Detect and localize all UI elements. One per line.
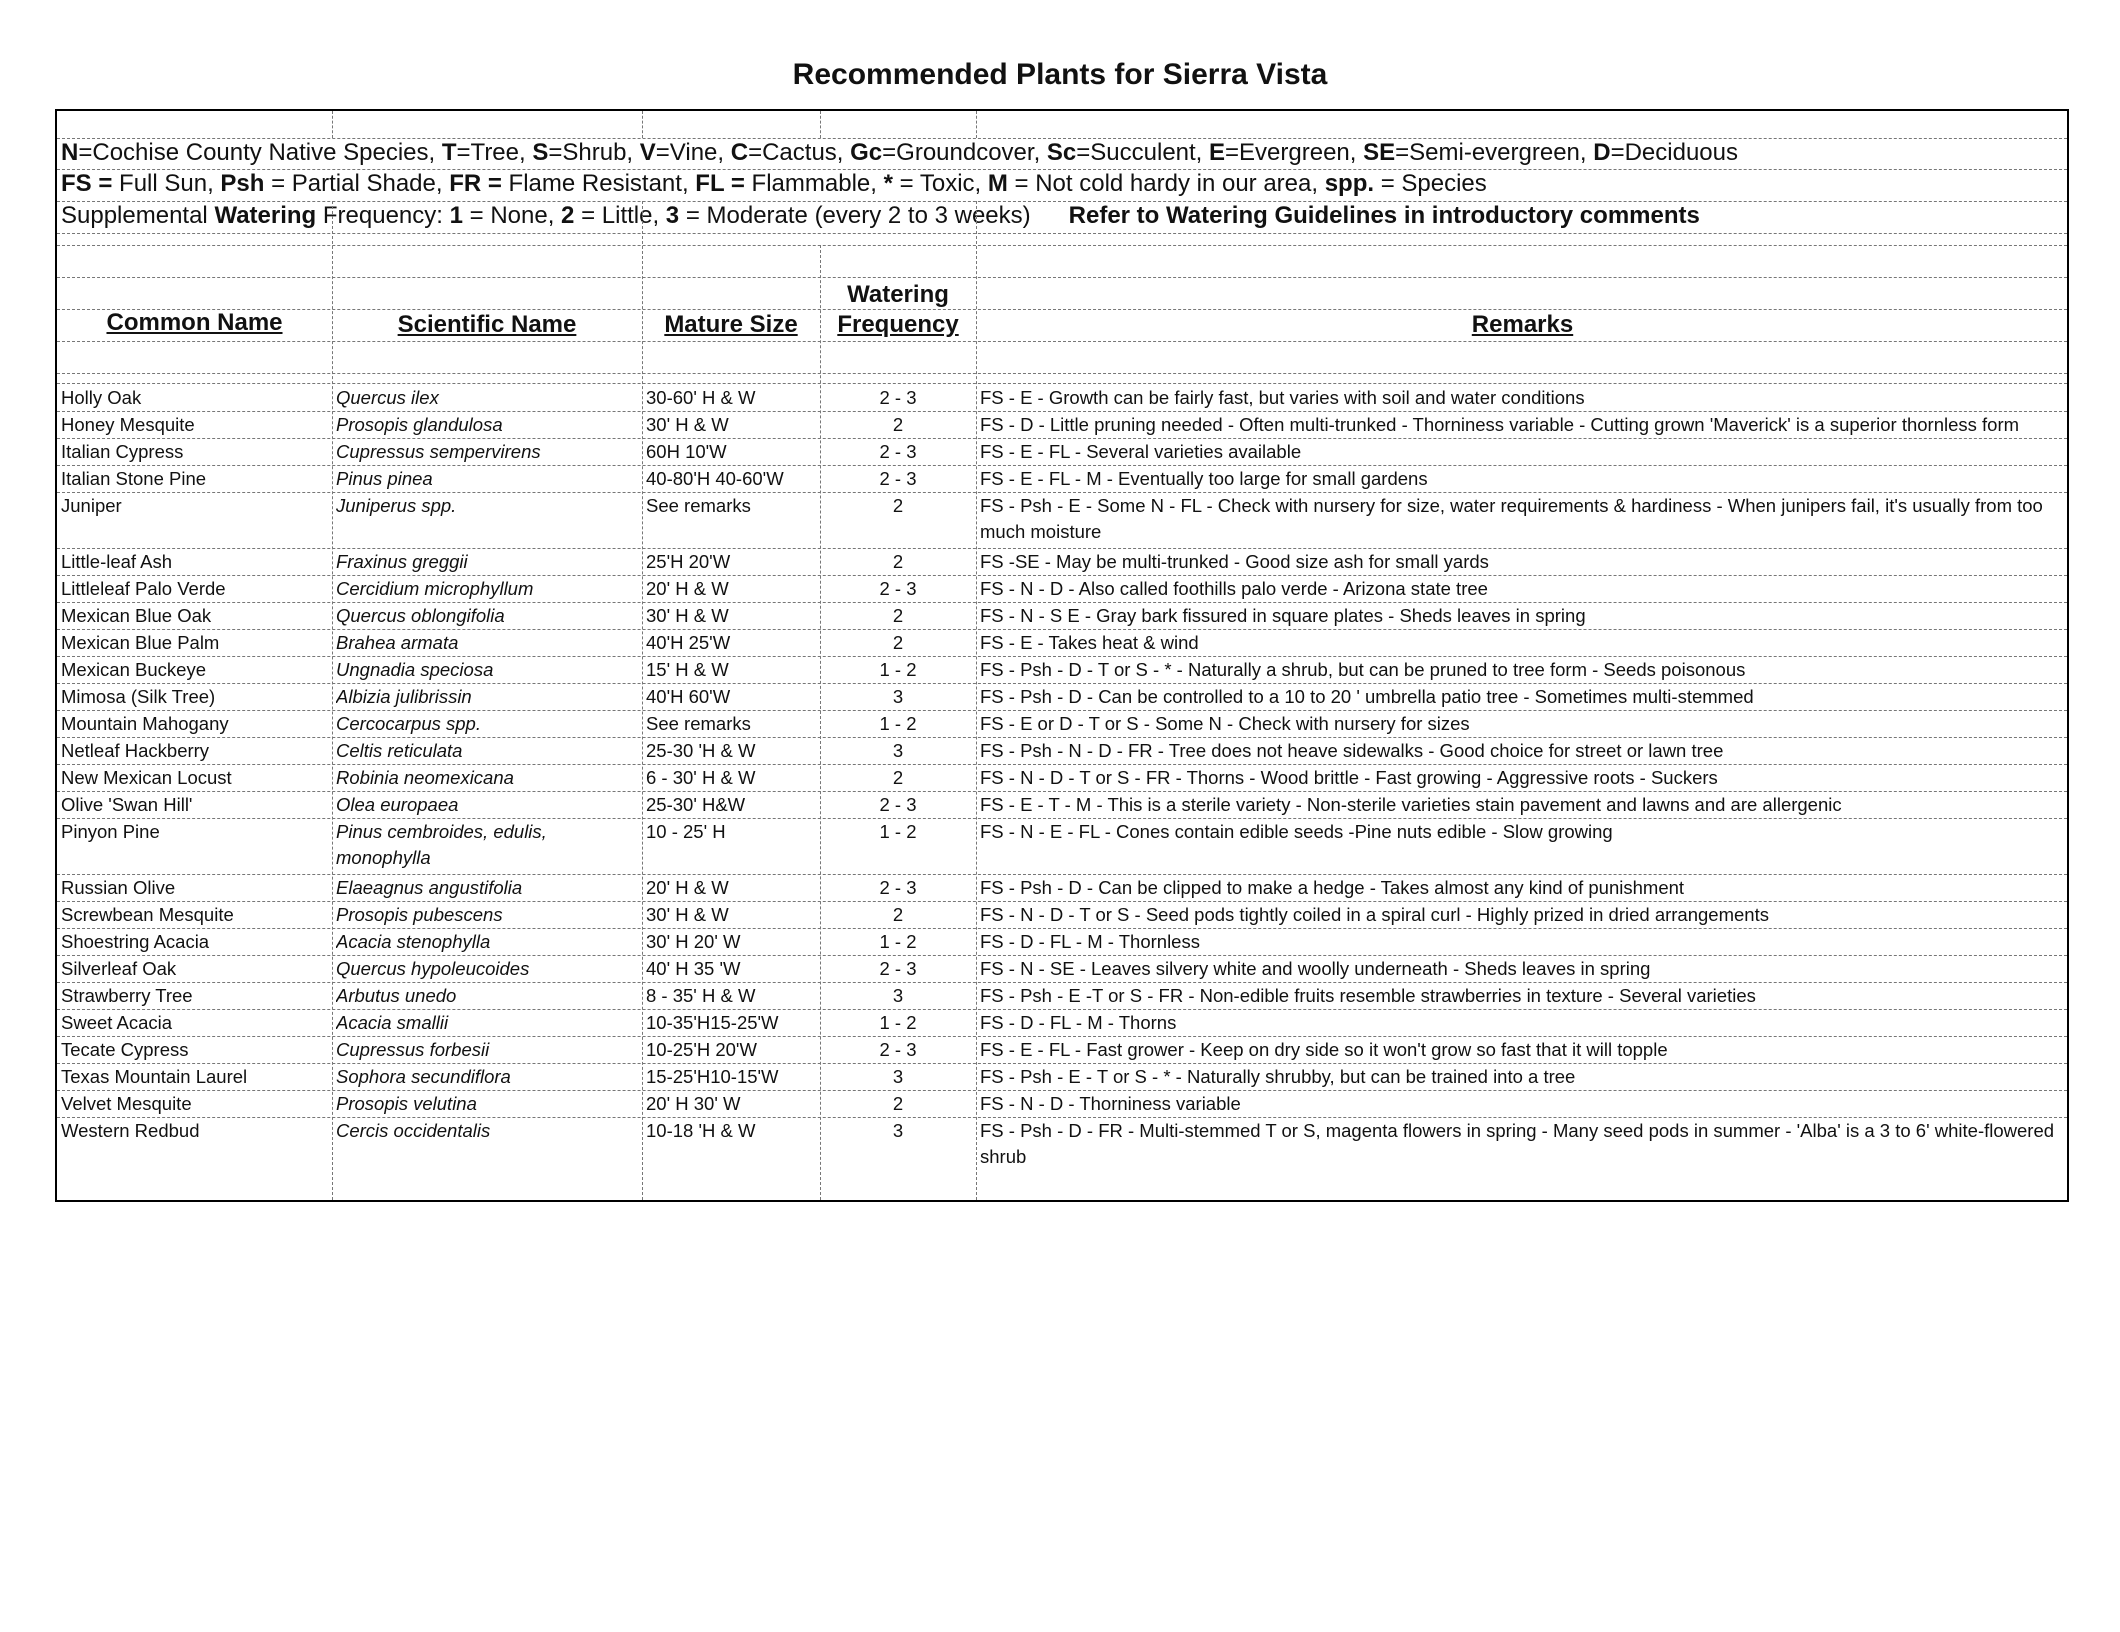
legend-plant-types (61, 138, 1738, 168)
cell-size: 10-35'H15-25'W (646, 1012, 779, 1033)
cell-remarks: FS - D - FL - M - Thorns (980, 1012, 1177, 1033)
cell-remarks: FS - N - D - T or S - Seed pods tightly coiled in a spiral curl - Highly prized in dried arrangements (980, 904, 1769, 925)
row-divider (57, 928, 2067, 929)
cell-scientific: Cupressus forbesii (336, 1039, 490, 1060)
grid-line (57, 309, 2067, 310)
cell-common: Mountain Mahogany (61, 713, 229, 734)
legend-code: spp. (1324, 170, 1375, 197)
legend-text: =Semi-evergreen, (1395, 139, 1594, 166)
cell-scientific: Sophora secundiflora (336, 1066, 511, 1087)
header-mature-size: Mature Size (664, 311, 798, 338)
row-divider (57, 901, 2067, 902)
cell-common: Velvet Mesquite (61, 1093, 192, 1114)
cell-water: 1 - 2 (879, 821, 917, 842)
cell-remarks: FS - N - S E - Gray bark fissured in square plates - Sheds leaves in spring (980, 605, 1586, 626)
cell-remarks: FS - D - Little pruning needed - Often multi-trunked - Thorniness variable - Cutting grown 'Maverick' is a superior thornless form (980, 414, 2020, 435)
legend-text: = Partial Shade, (264, 170, 450, 197)
cell-size: See remarks (646, 713, 751, 734)
cell-size: 6 - 30' H & W (646, 767, 756, 788)
cell-remarks: FS - Psh - D - Can be controlled to a 10 to 20 ' umbrella patio tree - Sometimes multi-stemmed (980, 686, 1754, 707)
cell-water: 1 - 2 (879, 713, 917, 734)
cell-water: 2 - 3 (879, 387, 917, 408)
row-divider (57, 764, 2067, 765)
column-divider (642, 201, 643, 1200)
legend-code: V (639, 139, 656, 166)
cell-size: 10-25'H 20'W (646, 1039, 757, 1060)
cell-size: 30' H & W (646, 904, 729, 925)
row-divider (57, 874, 2067, 875)
cell-scientific: Quercus oblongifolia (336, 605, 505, 626)
cell-scientific: Albizia julibrissin (336, 686, 472, 707)
cell-size: 30' H & W (646, 414, 729, 435)
cell-size: 30-60' H & W (646, 387, 756, 408)
cell-common: Western Redbud (61, 1120, 200, 1141)
row-divider (57, 656, 2067, 657)
cell-scientific: Quercus hypoleucoides (336, 958, 530, 979)
row-divider (57, 438, 2067, 439)
header-watering: Watering (847, 281, 949, 308)
grid-line (57, 383, 2067, 384)
legend-code: M (987, 170, 1008, 197)
row-divider (57, 791, 2067, 792)
legend-code: N (61, 139, 79, 166)
column-divider (332, 201, 333, 1200)
cell-scientific: Quercus ilex (336, 387, 439, 408)
cell-scientific: Prosopis velutina (336, 1093, 477, 1114)
legend-code: T (441, 139, 457, 166)
cell-water: 2 - 3 (879, 877, 917, 898)
cell-size: See remarks (646, 495, 751, 516)
cell-remarks: FS - Psh - E - Some N - FL - Check with nursery for size, water requirements & hardiness - When junipers fail, it's usually from too much moisture (980, 495, 2043, 542)
row-divider (57, 1117, 2067, 1118)
cell-remarks: FS - Psh - D - Can be clipped to make a hedge - Takes almost any kind of punishment (980, 877, 1685, 898)
cell-common: Strawberry Tree (61, 985, 193, 1006)
cell-water: 2 (892, 551, 904, 572)
cell-remarks: FS - E - FL - M - Eventually too large for small gardens (980, 468, 1428, 489)
cell-size: 8 - 35' H & W (646, 985, 756, 1006)
row-divider (57, 1090, 2067, 1091)
legend-text: Flame Resistant, (501, 170, 696, 197)
grid-line (57, 373, 2067, 374)
header-scientific-name: Scientific Name (397, 311, 577, 338)
cell-size: 30' H & W (646, 605, 729, 626)
legend-text: =Cochise County Native Species, (78, 139, 442, 166)
legend-text: Flammable, (744, 170, 884, 197)
cell-common: Sweet Acacia (61, 1012, 173, 1033)
cell-water: 2 - 3 (879, 441, 917, 462)
cell-common: Italian Cypress (61, 441, 184, 462)
cell-size: 60H 10'W (646, 441, 727, 462)
cell-water: 2 - 3 (879, 958, 917, 979)
cell-water: 2 - 3 (879, 1039, 917, 1060)
cell-remarks: FS - D - FL - M - Thornless (980, 931, 1200, 952)
cell-water: 2 - 3 (879, 794, 917, 815)
cell-remarks: FS - N - D - Thorniness variable (980, 1093, 1241, 1114)
cell-water: 2 - 3 (879, 578, 917, 599)
cell-remarks: FS - Psh - N - D - FR - Tree does not heave sidewalks - Good choice for street or lawn tree (980, 740, 1724, 761)
cell-size: 25-30 'H & W (646, 740, 756, 761)
grid-line (57, 233, 2067, 234)
column-divider (820, 111, 821, 138)
row-divider (57, 1063, 2067, 1064)
cell-water: 1 - 2 (879, 1012, 917, 1033)
row-divider (57, 1036, 2067, 1037)
cell-common: Texas Mountain Laurel (61, 1066, 248, 1087)
legend-code: 3 (665, 202, 680, 229)
grid-line (57, 169, 2067, 170)
cell-water: 2 (892, 767, 904, 788)
cell-size: 10-18 'H & W (646, 1120, 756, 1141)
cell-scientific: Acacia stenophylla (336, 931, 491, 952)
cell-common: Mexican Buckeye (61, 659, 206, 680)
column-divider (976, 201, 977, 1200)
grid-line (57, 245, 2067, 246)
cell-water: 2 (892, 414, 904, 435)
legend-text: = Little, (574, 202, 666, 229)
cell-water: 3 (892, 1066, 904, 1087)
row-divider (57, 982, 2067, 983)
cell-scientific: Fraxinus greggii (336, 551, 468, 572)
cell-remarks: FS - E - Growth can be fairly fast, but varies with soil and water conditions (980, 387, 1585, 408)
cell-water: 3 (892, 1120, 904, 1141)
legend-code: FL = (695, 170, 745, 197)
cell-scientific: Prosopis glandulosa (336, 414, 503, 435)
cell-common: Holly Oak (61, 387, 142, 408)
legend-code: 1 (449, 202, 463, 229)
cell-common: Mexican Blue Palm (61, 632, 220, 653)
cell-water: 3 (892, 985, 904, 1006)
cell-common: New Mexican Locust (61, 767, 232, 788)
cell-scientific: Arbutus unedo (336, 985, 457, 1006)
cell-remarks: FS - E - FL - Fast grower - Keep on dry side so it won't grow so fast that it will topple (980, 1039, 1668, 1060)
cell-remarks: FS -SE - May be multi-trunked - Good size ash for small yards (980, 551, 1489, 572)
row-divider (57, 465, 2067, 466)
cell-common: Little-leaf Ash (61, 551, 173, 572)
legend-text: Supplemental (61, 202, 215, 229)
header-frequency: Frequency (837, 311, 959, 338)
legend-code: C (730, 139, 749, 166)
cell-remarks: FS - E - T - M - This is a sterile variety - Non-sterile varieties stain pavement and lawns and are allergenic (980, 794, 1842, 815)
cell-size: 40-80'H 40-60'W (646, 468, 784, 489)
legend-code: * (883, 170, 893, 197)
cell-size: 20' H & W (646, 578, 729, 599)
cell-scientific: Pinus cembroides, edulis, monophylla (336, 821, 547, 868)
page-title: Recommended Plants for Sierra Vista (792, 58, 1328, 91)
cell-remarks: FS - N - D - T or S - FR - Thorns - Wood brittle - Fast growing - Aggressive roots - Suckers (980, 767, 1718, 788)
cell-common: Russian Olive (61, 877, 176, 898)
row-divider (57, 818, 2067, 819)
legend-text: = Not cold hardy in our area, (1007, 170, 1325, 197)
cell-size: 20' H & W (646, 877, 729, 898)
cell-common: Screwbean Mesquite (61, 904, 234, 925)
cell-scientific: Juniperus spp. (336, 495, 457, 516)
grid-line (57, 277, 2067, 278)
legend-text: =Evergreen, (1225, 139, 1364, 166)
row-divider (57, 710, 2067, 711)
legend-code: Psh (220, 170, 265, 197)
cell-common: Olive 'Swan Hill' (61, 794, 193, 815)
plant-table (55, 109, 2069, 1202)
legend-text: = Moderate (every 2 to 3 weeks) (679, 202, 1031, 229)
row-divider (57, 683, 2067, 684)
row-divider (57, 411, 2067, 412)
legend-watering-codes (61, 201, 1700, 231)
cell-size: 40' H 35 'W (646, 958, 741, 979)
row-divider (57, 602, 2067, 603)
cell-scientific: Cercidium microphyllum (336, 578, 534, 599)
cell-size: 40'H 60'W (646, 686, 731, 707)
grid-line (57, 138, 2067, 139)
legend-code: FR = (449, 170, 502, 197)
cell-size: 25-30' H&W (646, 794, 746, 815)
legend-text: =Vine, (655, 139, 731, 166)
column-divider (820, 245, 821, 1200)
cell-remarks: FS - Psh - E - T or S - * - Naturally shrubby, but can be trained into a tree (980, 1066, 1576, 1087)
cell-remarks: FS - Psh - D - T or S - * - Naturally a shrub, but can be pruned to tree form - Seeds poisonous (980, 659, 1746, 680)
legend-text: Full Sun, (112, 170, 221, 197)
cell-scientific: Cupressus sempervirens (336, 441, 541, 462)
cell-size: 15-25'H10-15'W (646, 1066, 779, 1087)
cell-size: 25'H 20'W (646, 551, 731, 572)
legend-text: =Succulent, (1076, 139, 1210, 166)
cell-remarks: FS - Psh - D - FR - Multi-stemmed T or S, magenta flowers in spring - Many seed pods in summer - 'Alba' is a 3 to 6' white-flowered shrub (980, 1120, 2055, 1167)
legend-text: = Species (1374, 170, 1487, 197)
cell-scientific: Pinus pinea (336, 468, 433, 489)
cell-scientific: Brahea armata (336, 632, 459, 653)
cell-scientific: Ungnadia speciosa (336, 659, 494, 680)
cell-scientific: Cercocarpus spp. (336, 713, 481, 734)
cell-scientific: Olea europaea (336, 794, 459, 815)
legend-text: = None, (462, 202, 562, 229)
cell-water: 3 (892, 740, 904, 761)
row-divider (57, 1009, 2067, 1010)
legend-code: S (532, 139, 549, 166)
legend-text: = Toxic, (892, 170, 988, 197)
legend-code: E (1209, 139, 1226, 166)
cell-common: Shoestring Acacia (61, 931, 210, 952)
column-divider (332, 111, 333, 138)
legend-text: =Tree, (456, 139, 533, 166)
column-divider (642, 111, 643, 138)
cell-scientific: Robinia neomexicana (336, 767, 514, 788)
cell-scientific: Elaeagnus angustifolia (336, 877, 523, 898)
legend-text: Frequency: (316, 202, 450, 229)
legend-text: =Shrub, (548, 139, 640, 166)
legend-code: Gc (850, 139, 883, 166)
watering-guidelines-note: Refer to Watering Guidelines in introductory comments (1068, 202, 1700, 229)
cell-common: Honey Mesquite (61, 414, 195, 435)
cell-common: Mimosa (Silk Tree) (61, 686, 216, 707)
grid-line (57, 341, 2067, 342)
cell-remarks: FS - E - FL - Several varieties available (980, 441, 1302, 462)
cell-common: Silverleaf Oak (61, 958, 177, 979)
cell-size: 30' H 20' W (646, 931, 741, 952)
cell-water: 2 (892, 904, 904, 925)
cell-remarks: FS - N - SE - Leaves silvery white and woolly underneath - Sheds leaves in spring (980, 958, 1651, 979)
cell-scientific: Prosopis pubescens (336, 904, 503, 925)
legend-code: FS = (61, 170, 113, 197)
column-divider (976, 111, 977, 138)
cell-remarks: FS - E - Takes heat & wind (980, 632, 1199, 653)
header-common-name: Common Name (106, 309, 283, 336)
legend-code: 2 (561, 202, 575, 229)
legend-code: Watering (214, 202, 317, 229)
cell-water: 2 (892, 495, 904, 516)
cell-remarks: FS - N - E - FL - Cones contain edible seeds -Pine nuts edible - Slow growing (980, 821, 1613, 842)
cell-common: Mexican Blue Oak (61, 605, 212, 626)
row-divider (57, 629, 2067, 630)
grid-line (57, 201, 2067, 202)
cell-size: 40'H 25'W (646, 632, 731, 653)
cell-water: 1 - 2 (879, 931, 917, 952)
legend-code: D (1593, 139, 1611, 166)
cell-scientific: Cercis occidentalis (336, 1120, 491, 1141)
header-remarks: Remarks (1471, 311, 1574, 338)
cell-water: 2 (892, 605, 904, 626)
legend-code: SE (1363, 139, 1396, 166)
cell-common: Tecate Cypress (61, 1039, 189, 1060)
cell-scientific: Celtis reticulata (336, 740, 463, 761)
cell-common: Netleaf Hackberry (61, 740, 210, 761)
cell-water: 2 (892, 1093, 904, 1114)
cell-water: 3 (892, 686, 904, 707)
cell-water: 2 (892, 632, 904, 653)
cell-water: 1 - 2 (879, 659, 917, 680)
legend-text: =Cactus, (748, 139, 851, 166)
cell-scientific: Acacia smallii (336, 1012, 449, 1033)
cell-size: 15' H & W (646, 659, 729, 680)
legend-exposure-codes (61, 169, 1487, 199)
cell-common: Italian Stone Pine (61, 468, 207, 489)
cell-common: Pinyon Pine (61, 821, 160, 842)
cell-common: Littleleaf Palo Verde (61, 578, 226, 599)
legend-text: =Deciduous (1610, 139, 1738, 166)
legend-text: =Groundcover, (882, 139, 1047, 166)
legend-code: Sc (1046, 139, 1077, 166)
cell-common: Juniper (61, 495, 122, 516)
row-divider (57, 575, 2067, 576)
cell-remarks: FS - E or D - T or S - Some N - Check with nursery for sizes (980, 713, 1470, 734)
cell-remarks: FS - Psh - E -T or S - FR - Non-edible fruits resemble strawberries in texture - Several varieties (980, 985, 1756, 1006)
row-divider (57, 955, 2067, 956)
cell-water: 2 - 3 (879, 468, 917, 489)
row-divider (57, 492, 2067, 493)
row-divider (57, 737, 2067, 738)
cell-remarks: FS - N - D - Also called foothills palo verde - Arizona state tree (980, 578, 1488, 599)
row-divider (57, 548, 2067, 549)
cell-size: 20' H 30' W (646, 1093, 741, 1114)
cell-size: 10 - 25' H (646, 821, 726, 842)
